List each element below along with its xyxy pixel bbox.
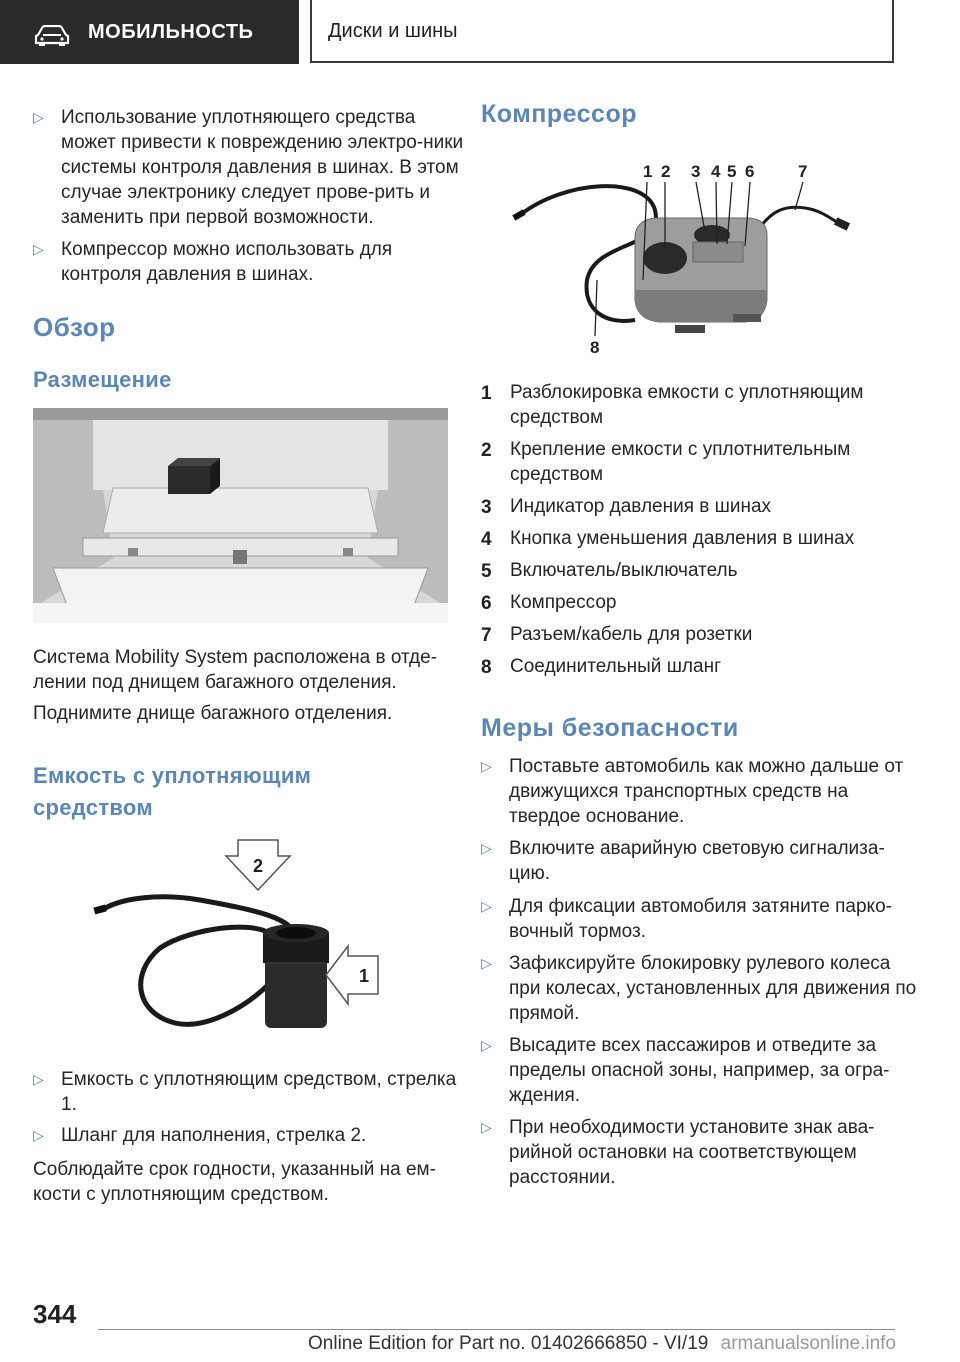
container-bullet-1: ▷ Емкость с уплотняющим средством, стрелка 1. — [33, 1069, 457, 1115]
svg-text:5: 5 — [727, 162, 737, 181]
triangle-bullet-icon: ▷ — [481, 1119, 492, 1135]
item-text: Кнопка уменьшения давления в шинах — [510, 528, 855, 549]
svg-text:8: 8 — [590, 338, 600, 357]
triangle-bullet-icon: ▷ — [33, 109, 44, 125]
edition-text: Online Edition for Part no. 01402666850 - VI/19 — [308, 1333, 709, 1354]
triangle-bullet-icon: ▷ — [33, 1071, 44, 1087]
arrow-2-label: 2 — [252, 856, 264, 876]
safety-bullet-3: ▷ Для фиксации автомобиля затяните парко-вочный тормоз. — [481, 896, 892, 942]
safety-bullet-6: ▷ При необходимости установите знак ава-рийной остановки на соответствующем расстоянии. — [481, 1117, 875, 1188]
item-number: 7 — [481, 625, 492, 646]
svg-text:7: 7 — [798, 162, 808, 181]
item-text: Включатель/выключатель — [510, 560, 738, 581]
car-icon — [34, 25, 70, 47]
triangle-bullet-icon: ▷ — [481, 840, 492, 856]
item-number: 2 — [481, 440, 492, 461]
item-text: Индикатор давления в шинах — [510, 496, 772, 517]
warning-bullet-1: ▷ Использование уплотняющего средства может привести к повреждению электро-ники системы контроля давления в шинах. В этом случае электронику следует прове-рить и заменить при первой возможности. — [33, 107, 464, 228]
section-tab[interactable] — [0, 0, 299, 64]
sealant-container-figure — [80, 838, 390, 1038]
watermark: armanualsonline.info — [720, 1333, 896, 1354]
page-number: 344 — [33, 1299, 77, 1329]
item-text: Крепление емкости с уплотнительным средством — [510, 439, 851, 485]
svg-text:2: 2 — [661, 162, 671, 181]
item-text: Разблокировка емкости с уплотняющим средством — [510, 382, 864, 428]
footer-divider — [98, 1329, 895, 1330]
heading-container: Емкость с уплотняющим средством — [33, 763, 312, 820]
lift-text: Поднимите днище багажного отделения. — [33, 703, 393, 724]
heading-safety: Меры безопасности — [481, 714, 739, 742]
item-number: 4 — [481, 529, 492, 550]
triangle-bullet-icon: ▷ — [33, 1127, 44, 1143]
item-number: 3 — [481, 497, 492, 518]
triangle-bullet-icon: ▷ — [33, 241, 44, 257]
svg-text:6: 6 — [745, 162, 755, 181]
compressor-figure — [505, 150, 855, 360]
svg-text:1: 1 — [643, 162, 653, 181]
item-text: Разъем/кабель для розетки — [510, 624, 753, 645]
triangle-bullet-icon: ▷ — [481, 758, 492, 774]
triangle-bullet-icon: ▷ — [481, 955, 492, 971]
location-text: Система Mobility System расположена в отде-лении под днищем багажного отделения. — [33, 647, 438, 693]
item-text: Компрессор — [510, 592, 617, 613]
heading-location: Размещение — [33, 367, 172, 392]
triangle-bullet-icon: ▷ — [481, 1037, 492, 1053]
heading-overview: Обзор — [33, 312, 116, 342]
arrow-1-icon — [326, 946, 378, 1004]
container-bullet-2: ▷ Шланг для наполнения, стрелка 2. — [33, 1125, 367, 1146]
svg-text:3: 3 — [691, 162, 701, 181]
item-number: 5 — [481, 561, 492, 582]
trunk-photo — [33, 408, 448, 623]
chapter-title: Диски и шины — [328, 20, 458, 42]
item-number: 6 — [481, 593, 492, 614]
safety-bullet-1: ▷ Поставьте автомобиль как можно дальше от движущихся транспортных средств на твердое основание. — [481, 756, 904, 827]
warning-bullet-2: ▷ Компрессор можно использовать для контроля давления в шинах. — [33, 239, 393, 285]
svg-text:4: 4 — [711, 162, 721, 181]
expiry-text: Соблюдайте срок годности, указанный на ем-кости с уплотняющим средством. — [33, 1159, 436, 1205]
heading-compressor: Компрессор — [481, 100, 637, 128]
safety-bullet-4: ▷ Зафиксируйте блокировку рулевого колеса при колесах, установленных для движения по прямой. — [481, 953, 917, 1024]
triangle-bullet-icon: ▷ — [481, 898, 492, 914]
chapter-header — [310, 0, 894, 63]
item-number: 1 — [481, 383, 492, 404]
arrow-1-label: 1 — [358, 966, 370, 986]
safety-bullet-2: ▷ Включите аварийную световую сигнализа-цию. — [481, 838, 885, 884]
section-label: МОБИЛЬНОСТЬ — [88, 21, 254, 43]
item-text: Соединительный шланг — [510, 656, 722, 677]
safety-bullet-5: ▷ Высадите всех пассажиров и отведите за пределы опасной зоны, например, за огра-ждения. — [481, 1035, 890, 1106]
item-number: 8 — [481, 657, 492, 678]
